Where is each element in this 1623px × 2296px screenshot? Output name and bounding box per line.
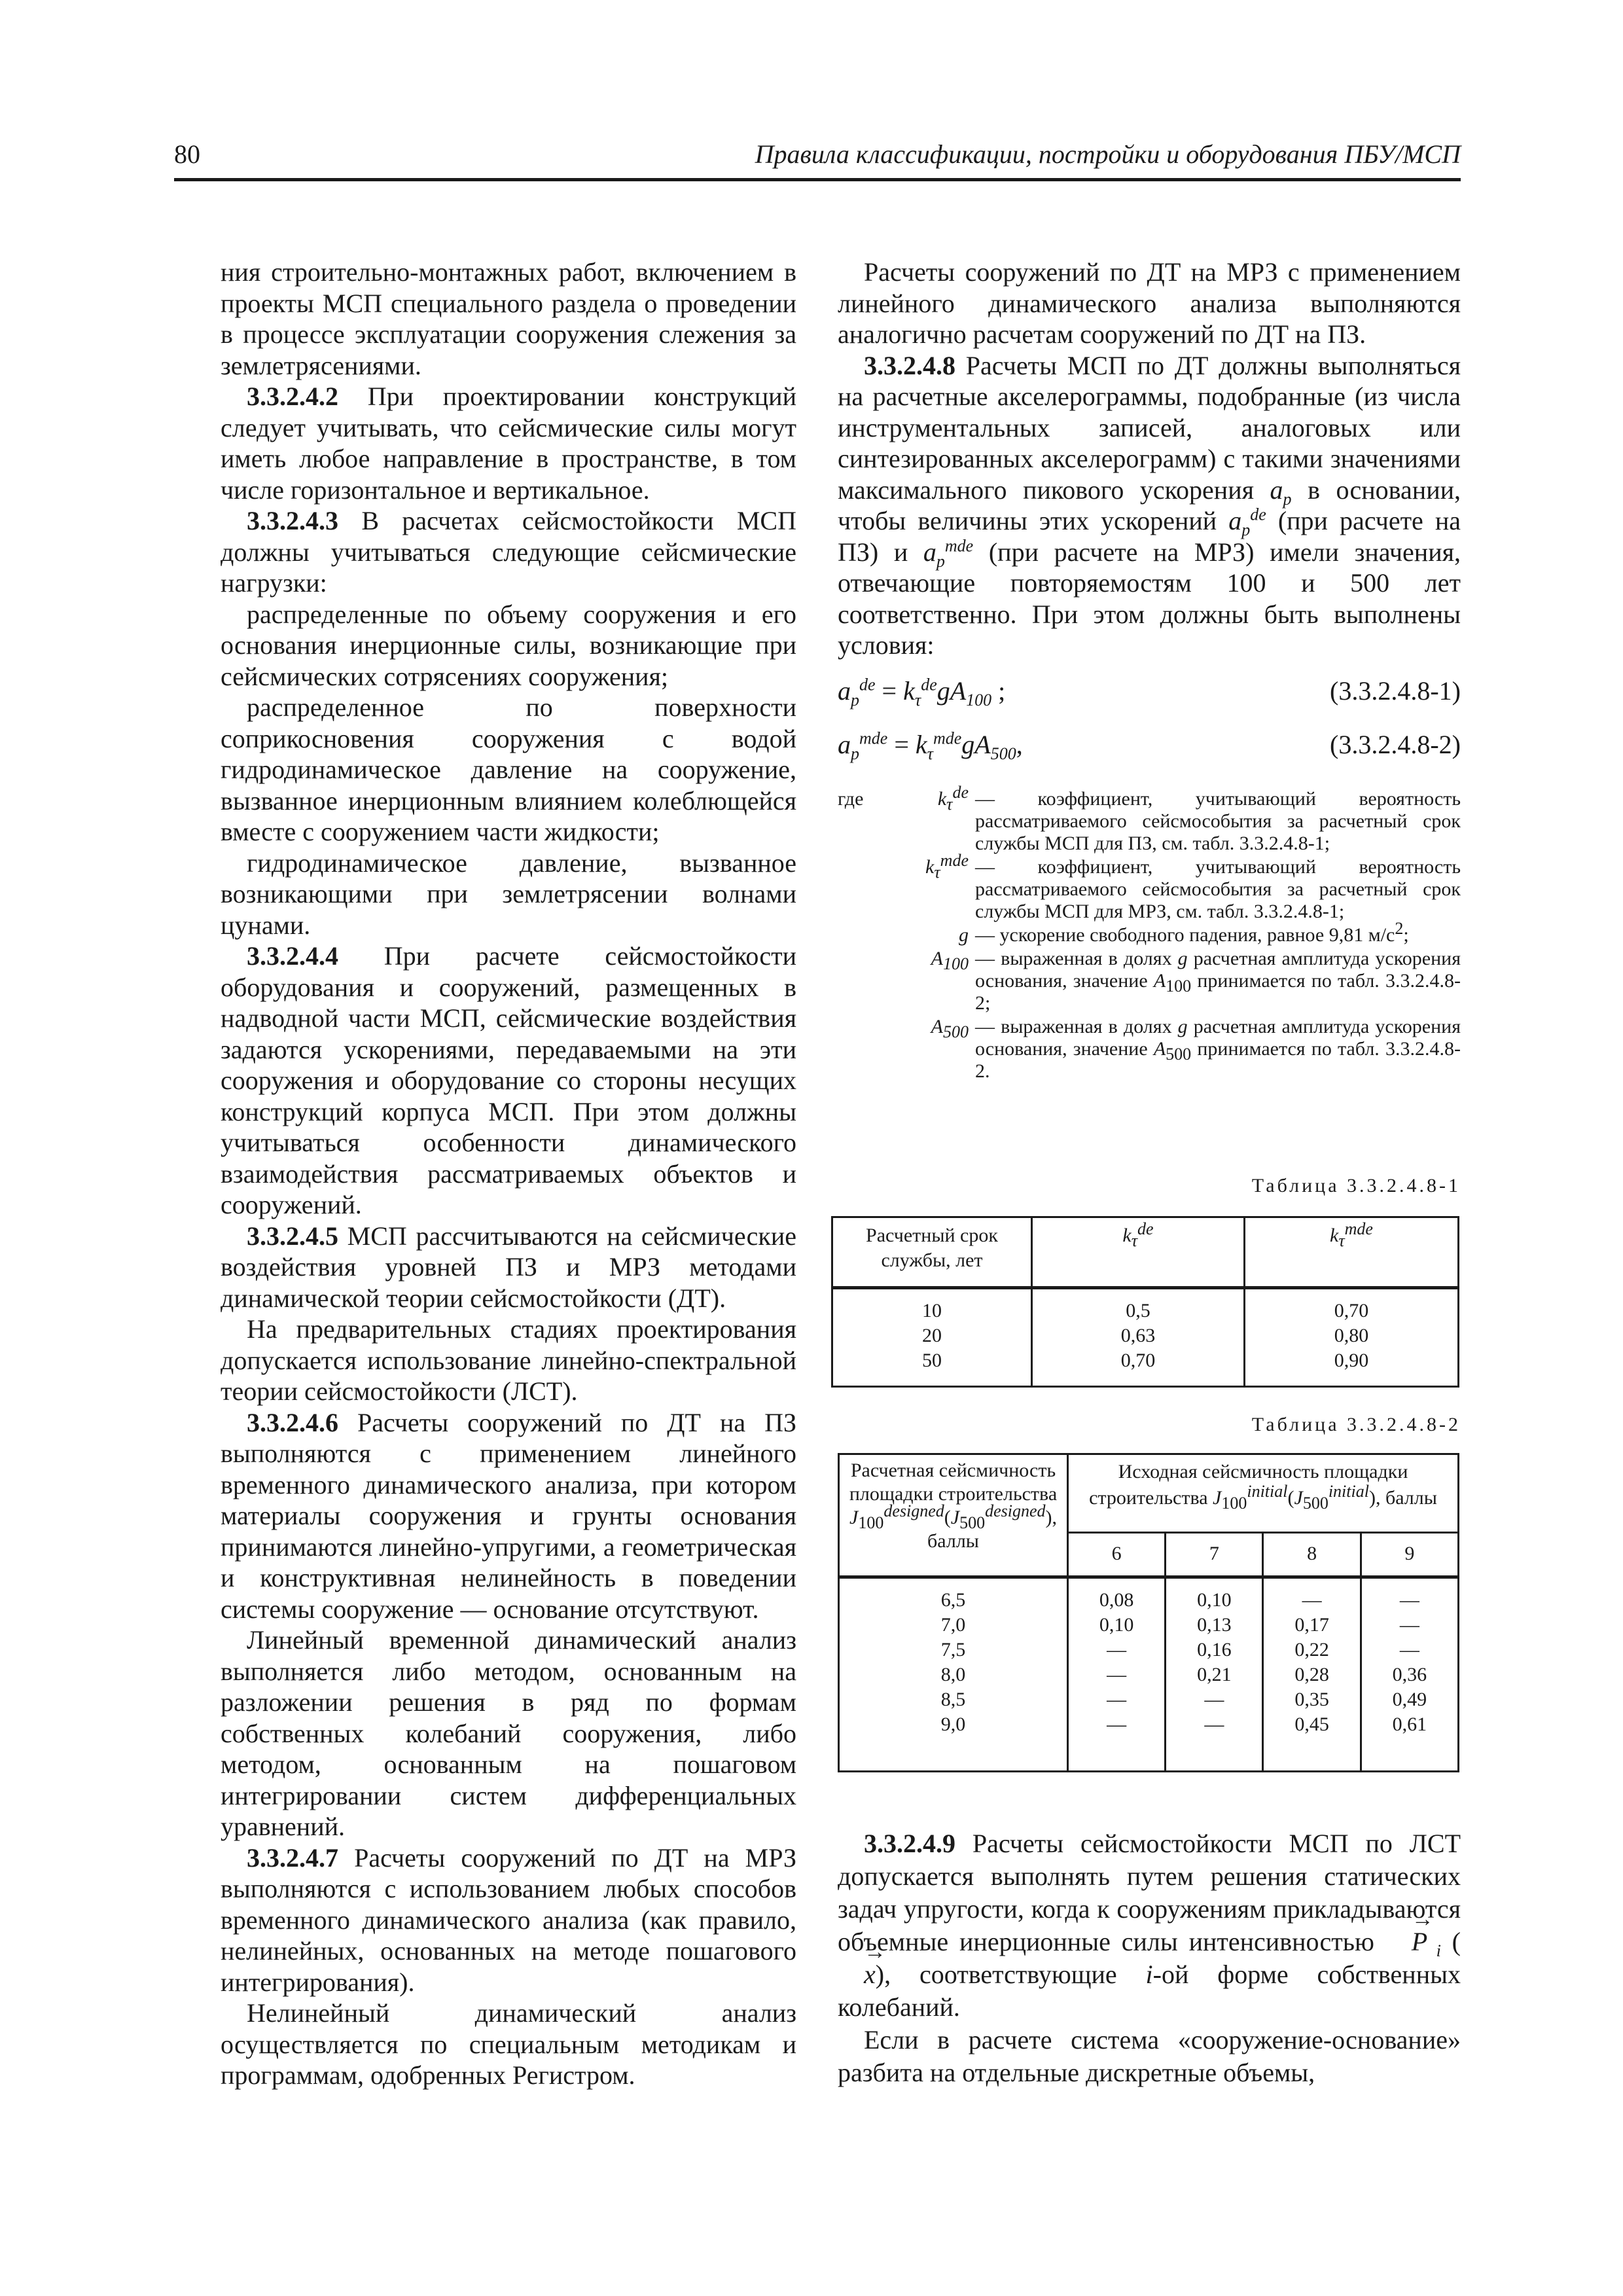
cell-value: 0,90 <box>1334 1350 1369 1371</box>
cell-value: 0,70 <box>1120 1350 1156 1371</box>
formula-number: (3.3.2.4.8-2) <box>1330 729 1461 759</box>
table-cell <box>1263 1577 1361 1772</box>
where-item: $A_{500}$ — выраженная в долях g расчетная амплитуда ускорения основания, значение $A_{500}$ принимается по табл. 3.3.2.4.8-2. <box>838 1016 1461 1083</box>
table-header-cell: Расчетный срок службы, лет <box>832 1217 1032 1288</box>
paragraph: На предварительных стадиях проектирования допускается использование линейно-спектральной теории сейсмостойкости (ЛСТ). <box>221 1314 796 1406</box>
clause-text: Расчеты сооружений по ДТ на МРЗ выполняются с использованием любых способов временного динамического анализа (как правило, нелинейных, основанных на методе пошагового интегрирования). <box>221 1842 796 1997</box>
clause-number: 3.3.2.4.3 <box>247 506 338 535</box>
paragraph: Линейный временной динамический анализ выполняется либо методом, основанным на разложении решения в ряд по формам собственных колебаний сооружения, либо методом, основанным на пошаговом интегрировании систем дифференциальных уравнений. <box>221 1625 796 1841</box>
clause-text: В расчетах сейсмостойкости МСП должны учитываться следующие сейсмические нагрузки: <box>221 506 796 598</box>
table-header-cell: 7 <box>1166 1533 1263 1577</box>
clause-number: 3.3.2.4.5 <box>247 1221 338 1251</box>
cell-value: — <box>1399 1639 1419 1660</box>
dash: — <box>975 855 1038 878</box>
clause-text: -ой форме собственных колебаний. <box>838 1960 1461 2022</box>
symbol: $k_\tau^{de}$ <box>937 782 969 814</box>
where-item: g — ускорение свободного падения, равное 9,81 $м/с^2$; <box>838 924 1461 946</box>
definition: расчетная амплитуда ускорения основания, значение <box>975 1015 1461 1060</box>
clause-number: 3.3.2.4.2 <box>247 382 338 411</box>
formula-number: (3.3.2.4.8-1) <box>1330 675 1461 706</box>
table-header-cell: Исходная сейсмичность площадки строительства $J_{100}^{initial}(J_{500}^{initial})$, баллы <box>1068 1454 1459 1533</box>
clause-number: 3.3.2.4.7 <box>247 1842 338 1873</box>
cell-value: 0,17 <box>1294 1614 1329 1636</box>
table-3-3-2-4-8-1 <box>831 1216 1459 1388</box>
paragraph <box>221 381 796 505</box>
definition: коэффициент, учитывающий вероятность рассматриваемого сейсмособытия за расчетный срок службы МСП для ПЗ, см. табл. 3.3.2.4.8-1; <box>975 787 1461 854</box>
table-caption: Таблица 3.3.2.4.8-1 <box>1251 1175 1461 1196</box>
cell-value: — <box>1302 1589 1322 1611</box>
cell-value: 0,36 <box>1392 1664 1427 1685</box>
paragraph: Расчеты сооружений по ДТ на МРЗ с применением линейного динамического анализа выполняются аналогично расчетам сооружений по ДТ на ПЗ. <box>838 257 1461 349</box>
paragraph: гидродинамическое давление, вызванное возникающими при землетрясении волнами цунами. <box>221 848 796 940</box>
cell-value: 10 <box>922 1300 942 1321</box>
page-header <box>174 139 1461 181</box>
symbol: g <box>959 924 969 946</box>
clause-text: МСП рассчитываются на сейсмические воздействия уровней ПЗ и МРЗ методами динамической теории сейсмостойкости (ДТ). <box>221 1221 796 1313</box>
definition: принимается по табл. 3.3.2.4.8-2; <box>975 969 1461 1014</box>
definition: принимается по табл. 3.3.2.4.8-2. <box>975 1037 1461 1082</box>
cell-value: 8,0 <box>940 1664 966 1685</box>
table-cell <box>839 1577 1068 1772</box>
cell-value: 0,10 <box>1197 1589 1232 1611</box>
table-3-3-2-4-8-2 <box>838 1453 1459 1772</box>
definition: выраженная в долях <box>1001 947 1178 969</box>
cell-value: 8,5 <box>940 1689 966 1710</box>
symbol: $k_\tau^{mde}$ <box>925 850 969 882</box>
right-column-continued <box>838 1827 1461 2089</box>
cell-value: 0,22 <box>1294 1639 1329 1660</box>
page-number: 80 <box>174 139 200 169</box>
clause-text: Расчеты МСП по ДТ должны выполняться на расчетные акселерограммы, подобранные (из числа инструментальных записей, аналоговых или синтезированных акселерограмм) с такими значениями максимального пикового ускорения <box>838 350 1461 505</box>
clause-text: (при расчете на МРЗ) имели значения, отвечающие повторяемостям 100 и 500 лет соответственно. При этом должны быть выполнены условия: <box>838 537 1461 660</box>
clause-text: Расчеты сооружений по ДТ на ПЗ выполняются с применением линейного временного динамического анализа, при котором материалы сооружения и грунты основания принимаются линейно-упругими, а геометрическая и конструктивная нелинейность в поведении системы сооружение — основание отсутствуют. <box>221 1407 796 1624</box>
header-text: , баллы <box>927 1507 1057 1552</box>
clause-text: Расчеты сейсмостойкости МСП по ЛСТ допускается выполнять путем решения статических задач упругости, когда к сооружениям прикладываются объемные инерционные силы интенсивностью <box>838 1829 1461 1956</box>
paragraph: 3.3.2.4.8 Расчеты МСП по ДТ должны выполняться на расчетные акселерограммы, подобранные (из числа инструментальных записей, аналоговых или синтезированных акселерограмм) с такими значениями максимального пикового ускорения $a_p$ в основании, чтобы величины этих ускорений $a_p^{de}$ (при расчете на ПЗ) и $a_p^{mde}$ (при расчете на МРЗ) имели значения, отвечающие повторяемостям 100 и 500 лет соответственно. При этом должны быть выполнены условия: <box>838 350 1461 660</box>
definition: расчетная амплитуда ускорения основания, значение <box>975 947 1461 992</box>
cell-value: 0,21 <box>1197 1664 1232 1685</box>
cell-value: 0,61 <box>1392 1713 1427 1735</box>
table-cell <box>1361 1577 1458 1772</box>
clause-number: 3.3.2.4.9 <box>864 1829 955 1858</box>
table-header-row <box>832 1217 1459 1288</box>
clause-number: 3.3.2.4.6 <box>247 1407 338 1437</box>
cell-value: 9,0 <box>940 1713 966 1735</box>
where-list <box>838 782 1461 1083</box>
paragraph <box>221 1842 796 1998</box>
dash: — <box>975 947 1001 969</box>
table-cell <box>1166 1577 1263 1772</box>
definition: ускорение свободного падения, равное 9,81 м/с <box>999 924 1395 946</box>
paragraph <box>221 1407 796 1625</box>
table-cell <box>1032 1288 1245 1387</box>
table-row <box>832 1288 1459 1387</box>
where-item <box>838 850 1461 923</box>
cell-value: — <box>1107 1713 1127 1735</box>
cell-value: — <box>1204 1689 1224 1710</box>
cell-value: 0,28 <box>1294 1664 1329 1685</box>
where-word: где <box>838 787 864 810</box>
table-header-cell: 8 <box>1263 1533 1361 1577</box>
left-column <box>221 257 796 2091</box>
cell-value: 0,08 <box>1099 1589 1134 1611</box>
definition: выраженная в долях <box>1001 1015 1178 1037</box>
table-header-cell: $k_\tau^{de}$ <box>1032 1217 1245 1288</box>
dash: — <box>975 787 1038 810</box>
right-column <box>838 257 1461 1084</box>
paragraph <box>221 941 796 1221</box>
cell-value: 0,5 <box>1126 1300 1150 1321</box>
paragraph: распределенные по объему сооружения и его основания инерционные силы, возникающие при сейсмических сотрясениях сооружения; <box>221 599 796 691</box>
paragraph: Если в расчете система «сооружение-основание» разбита на отдельные дискретные объемы, <box>838 2025 1461 2087</box>
table-header-cell: 6 <box>1068 1533 1166 1577</box>
paragraph <box>221 1221 796 1314</box>
clause-number: 3.3.2.4.8 <box>864 350 955 380</box>
running-title: Правила классификации, постройки и оборудования ПБУ/МСП <box>755 139 1461 169</box>
cell-value: 6,5 <box>940 1589 966 1611</box>
header-text: Расчетная сейсмичность площадки строительства <box>849 1460 1058 1505</box>
table-cell <box>1245 1288 1459 1387</box>
cell-value: 0,70 <box>1334 1300 1369 1321</box>
cell-value: — <box>1204 1713 1224 1735</box>
cell-value: 0,13 <box>1197 1614 1232 1636</box>
cell-value: 0,45 <box>1294 1713 1329 1735</box>
formula-expression: $a_p^{mde} = k_\tau^{mde}gA_{500}$, <box>838 728 1023 763</box>
cell-value: 50 <box>922 1350 942 1371</box>
cell-value: — <box>1107 1664 1127 1685</box>
cell-value: — <box>1399 1614 1419 1636</box>
paragraph <box>221 505 796 599</box>
cell-value: 7,0 <box>940 1614 966 1636</box>
symbol: $A_{100}$ <box>931 947 969 973</box>
cell-value: 0,63 <box>1120 1325 1156 1346</box>
table-header-cell: 9 <box>1361 1533 1458 1577</box>
header-text: , баллы <box>1375 1487 1437 1509</box>
cell-value: 0,80 <box>1334 1325 1369 1346</box>
definition: коэффициент, учитывающий вероятность рассматриваемого сейсмособытия за расчетный срок службы МСП для МРЗ, см. табл. 3.3.2.4.8-1; <box>975 855 1461 922</box>
table-cell <box>1068 1577 1166 1772</box>
paragraph: 3.3.2.4.9 Расчеты сейсмостойкости МСП по ЛСТ допускается выполнять путем решения статических задач упругости, когда к сооружениям прикладываются объемные инерционные силы интенсивностью → P $_i$ (→ x), соответствующие i-ой форме собственных колебаний. <box>838 1827 1461 2024</box>
cell-value: 0,35 <box>1294 1689 1329 1710</box>
dash: — <box>975 924 1000 946</box>
cell-value: 7,5 <box>940 1639 966 1660</box>
table-header-row <box>839 1454 1459 1533</box>
cell-value: — <box>1107 1639 1127 1660</box>
table-header-cell: $k_\tau^{mde}$ <box>1245 1217 1459 1288</box>
formula-1 <box>838 669 1461 715</box>
table-cell <box>832 1288 1032 1387</box>
paragraph: Нелинейный динамический анализ осуществляется по специальным методикам и программам, одобренных Регистром. <box>221 1998 796 2090</box>
formula-expression: $a_p^{de} = k_\tau^{de}gA_{100}$ ; <box>838 675 1006 709</box>
dash: — <box>975 1015 1001 1037</box>
cell-value: — <box>1399 1589 1419 1611</box>
clause-text: (при расчете на ПЗ) и <box>838 506 1461 567</box>
formula-2 <box>838 723 1461 768</box>
table-row <box>839 1577 1459 1772</box>
where-item: $A_{100}$ — выраженная в долях g расчетная амплитуда ускорения основания, значение $A_{100}$ принимается по табл. 3.3.2.4.8-2; <box>838 948 1461 1014</box>
header-text: Исходная сейсмичность площадки строительства <box>1089 1461 1408 1509</box>
clause-text: При расчете сейсмостойкости оборудования и сооружений, размещенных в надводной части МСП, сейсмические воздействия задаются ускорениями, передаваемыми на эти сооружения и оборудование со стороны несущих конструкций корпуса МСП. При этом должны учитываться особенности динамического взаимодействия рассматриваемых объектов и сооружений. <box>221 941 796 1219</box>
paragraph: ния строительно-монтажных работ, включением в проекты МСП специального раздела о проведении в процессе эксплуатации сооружения слежения за землетрясениями. <box>221 257 796 380</box>
cell-value: 0,16 <box>1197 1639 1232 1660</box>
symbol: $A_{500}$ <box>931 1015 969 1041</box>
cell-value: — <box>1107 1689 1127 1710</box>
clause-text: в основании, чтобы величины этих ускорений <box>838 475 1461 535</box>
paragraph: распределенное по поверхности соприкосновения сооружения с водой гидродинамическое давление на сооружение, вызванное инерционным влиянием колеблющейся вместе с сооружением части жидкости; <box>221 692 796 846</box>
clause-number: 3.3.2.4.4 <box>247 941 338 971</box>
clause-text: , соответствующие <box>884 1960 1146 1989</box>
clause-text: При проектировании конструкций следует учитывать, что сейсмические силы могут иметь любое направление в пространстве, в том числе горизонтальное и вертикальное. <box>221 382 796 505</box>
table-header-cell: Расчетная сейсмичность площадки строительства $J_{100}^{designed}(J_{500}^{designed})$, баллы <box>839 1454 1068 1577</box>
table-caption: Таблица 3.3.2.4.8-2 <box>1251 1414 1461 1435</box>
cell-value: 0,49 <box>1392 1689 1427 1710</box>
where-item <box>838 782 1461 855</box>
cell-value: 0,10 <box>1099 1614 1134 1636</box>
cell-value: 20 <box>922 1325 942 1346</box>
